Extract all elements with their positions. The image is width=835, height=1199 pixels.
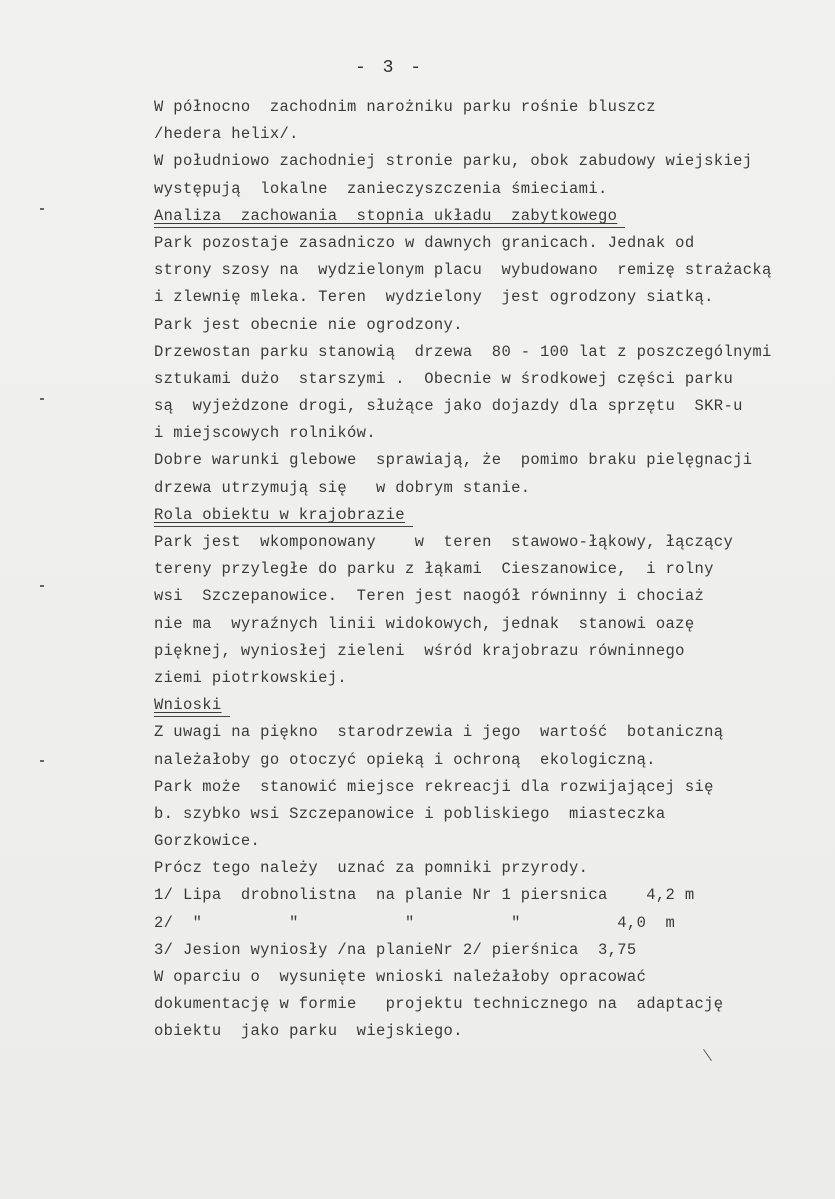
line-text: pięknej, wyniosłej zieleni wśród krajobrazu równinnego (154, 641, 685, 660)
text-line (154, 312, 834, 339)
line-text: Park jest obecnie nie ogrodzony. (154, 315, 463, 334)
margin-mark (40, 208, 44, 210)
line-text: nie ma wyraźnych linii widokowych, jednak stanowi oazę (154, 614, 695, 633)
text-line (154, 121, 834, 148)
text-line (154, 583, 834, 610)
text-line (154, 284, 834, 311)
text-line (154, 719, 834, 746)
line-text: drzewa utrzymują się w dobrym stanie. (154, 478, 531, 497)
text-line (154, 801, 834, 828)
text-line (154, 855, 834, 882)
heading-text: Analiza zachowania stopnia układu zabytkowego (154, 205, 625, 228)
text-line (154, 1018, 834, 1045)
line-text: Prócz tego należy uznać za pomniki przyrody. (154, 859, 589, 878)
text-line (154, 937, 834, 964)
text-line (154, 420, 834, 447)
line-text: obiektu jako parku wiejskiego. (154, 1022, 463, 1041)
line-text: W północno zachodnim narożniku parku rośnie bluszcz (154, 98, 656, 116)
line-text: Park pozostaje zasadniczo w dawnych granicach. Jednak od (154, 233, 695, 252)
text-line (154, 556, 834, 583)
line-text: W południowo zachodniej stronie parku, obok zabudowy wiejskiej (154, 152, 753, 171)
text-line (154, 94, 834, 121)
pen-mark (703, 1049, 712, 1061)
text-line (154, 176, 834, 203)
text-line (154, 475, 834, 502)
line-text: Dobre warunki glebowe sprawiają, że pomimo braku pielęgnacji (154, 451, 753, 470)
text-line (154, 529, 834, 556)
line-text: Park jest wkomponowany w teren stawowo-łąkowy, łączący (154, 533, 734, 551)
text-line (154, 230, 834, 257)
heading-text: Rola obiektu w krajobrazie (154, 504, 413, 527)
line-text: są wyjeżdzone drogi, służące jako dojazdy dla sprzętu SKR-u (154, 397, 743, 416)
text-line (154, 910, 834, 937)
margin-mark (40, 398, 44, 400)
section-heading (154, 692, 834, 719)
text-line (154, 747, 834, 774)
line-text: Drzewostan parku stanowią drzewa 80 - 100 lat z poszczególnymi (154, 342, 772, 361)
line-text: /hedera helix/. (154, 125, 299, 144)
line-text: tereny przyległe do parku z łąkami Cieszanowice, i rolny (154, 560, 714, 579)
text-line (154, 339, 834, 366)
line-text: 1/ Lipa drobnolistna na planie Nr 1 piersnica 4,2 m (154, 886, 695, 905)
line-text: W oparciu o wysunięte wnioski należałoby opracować (154, 968, 647, 986)
text-line (154, 991, 834, 1018)
text-line (154, 257, 834, 284)
section-heading (154, 502, 834, 529)
line-text: 2/ " " " " 4,0 m (154, 913, 676, 932)
line-text: należałoby go otoczyć opieką i ochroną ekologiczną. (154, 750, 656, 769)
line-text: ziemi piotrkowskiej. (154, 668, 348, 687)
line-text: strony szosy na wydzielonym placu wybudowano remizę strażacką (154, 261, 772, 280)
line-text: dokumentację w formie projektu technicznego na adaptację (154, 995, 724, 1014)
line-text: b. szybko wsi Szczepanowice i pobliskiego miasteczka (154, 804, 666, 823)
margin-mark (40, 585, 44, 587)
document-body (154, 94, 834, 1046)
text-line (154, 774, 834, 801)
text-line (154, 366, 834, 393)
line-text: sztukami dużo starszymi . Obecnie w środkowej części parku (154, 369, 734, 388)
heading-text: Wnioski (154, 694, 230, 717)
line-text: Park może stanowić miejsce rekreacji dla rozwijającej się (154, 777, 714, 796)
text-line (154, 882, 834, 909)
page-number: - 3 - (355, 58, 425, 78)
text-line (154, 148, 834, 175)
text-line (154, 638, 834, 665)
line-text: i zlewnię mleka. Teren wydzielony jest ogrodzony siatką. (154, 288, 714, 307)
line-text: i miejscowych rolników. (154, 424, 376, 443)
text-line (154, 611, 834, 638)
line-text: Z uwagi na piękno starodrzewia i jego wartość botaniczną (154, 723, 724, 742)
text-line (154, 964, 834, 991)
text-line (154, 828, 834, 855)
text-line (154, 393, 834, 420)
line-text: 3/ Jesion wyniosły /na planieNr 2/ pierśnica 3,75 (154, 940, 637, 959)
text-line (154, 447, 834, 474)
section-heading (154, 203, 834, 230)
margin-mark (40, 760, 44, 762)
line-text: występują lokalne zanieczyszczenia śmieciami. (154, 179, 608, 198)
line-text: Gorzkowice. (154, 832, 261, 851)
text-line (154, 665, 834, 692)
line-text: wsi Szczepanowice. Teren jest naogół równinny i chociaż (154, 587, 705, 606)
